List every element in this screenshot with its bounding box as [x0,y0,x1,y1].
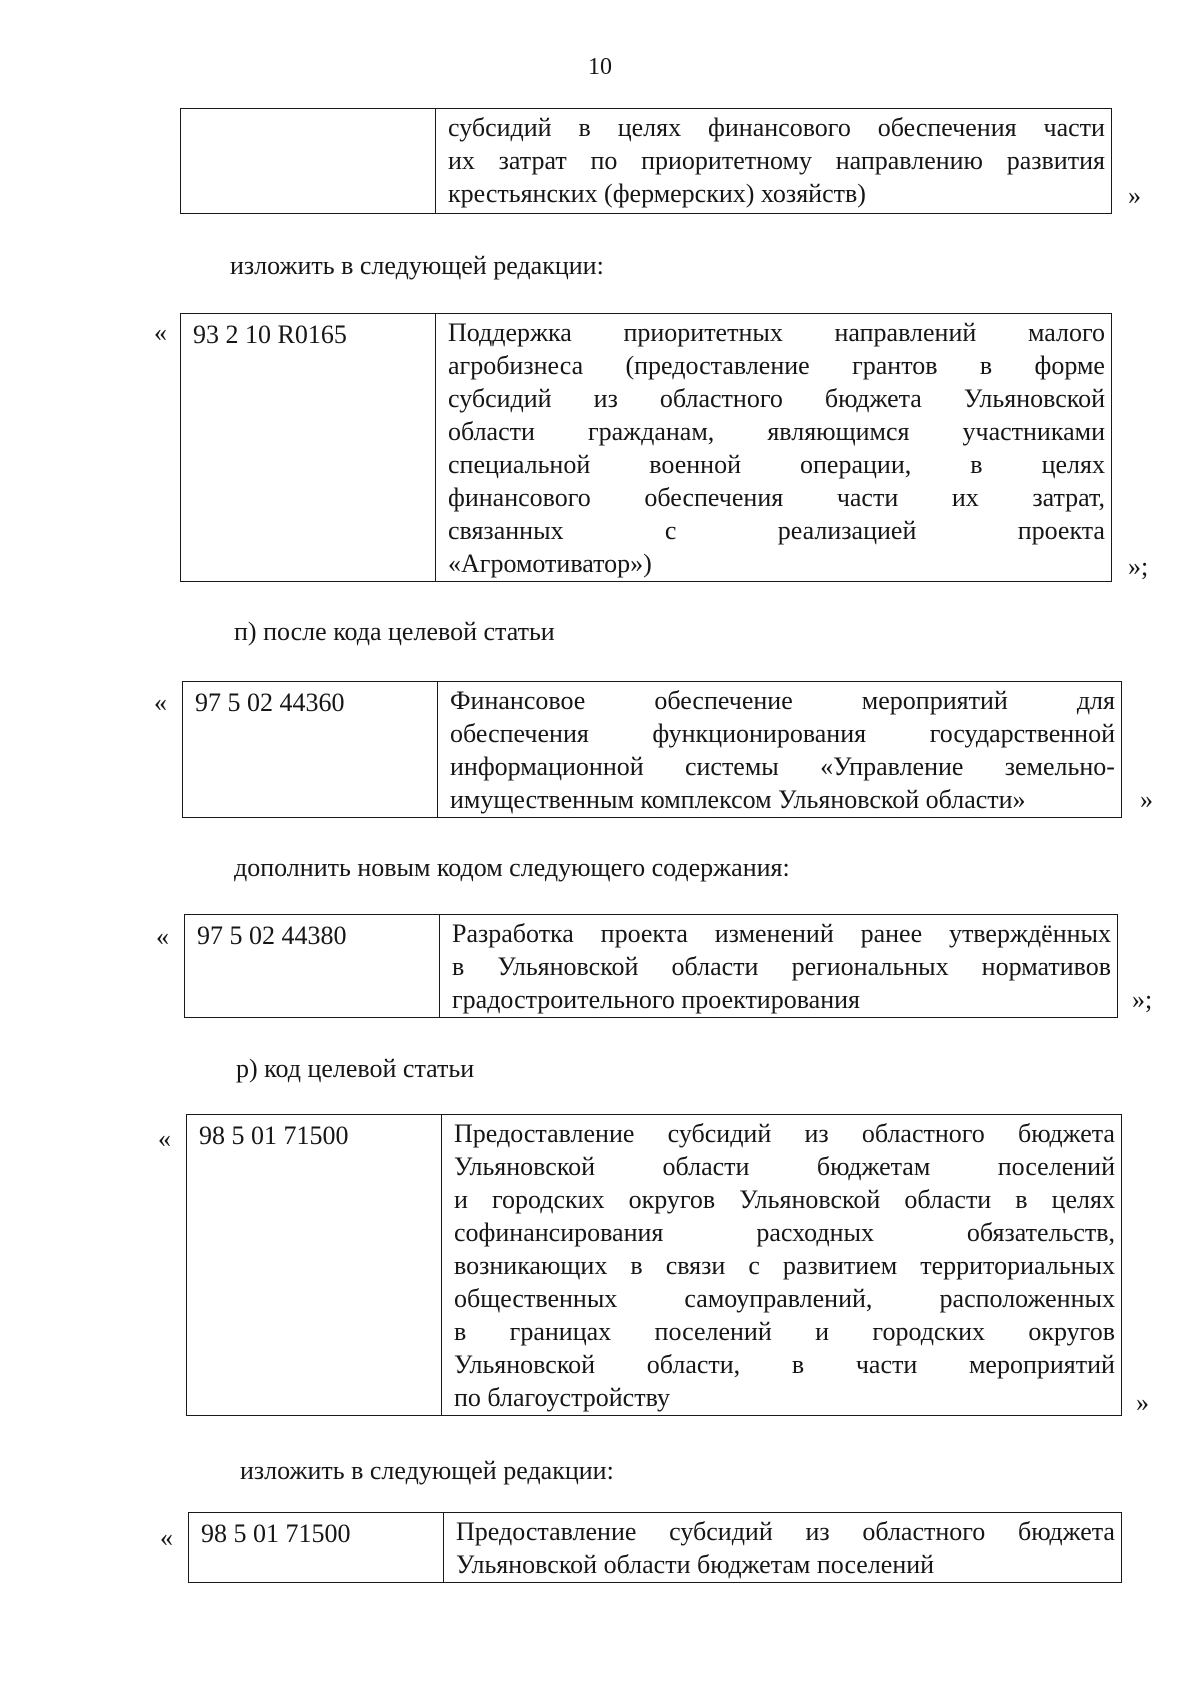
description-line: градостроительного проектирования [452,985,860,1014]
budget-code-table [180,313,1112,582]
description-cell [436,109,1112,214]
description-line: и городских округов Ульяновской области в целях [454,1185,1115,1214]
description-cell [438,682,1122,818]
description-line: возникающих в связи с развитием территориальных [454,1251,1115,1280]
budget-code-table [188,1512,1122,1583]
closing-quote: » [1140,785,1153,814]
description-line: Ульяновской области бюджетам поселений [454,1152,1115,1181]
description-cell [436,314,1112,582]
opening-quote: « [154,318,167,347]
opening-quote: « [154,688,167,717]
description-line: Ульяновской области, в части мероприятий [454,1350,1115,1379]
instruction-text: изложить в следующей редакции: [230,251,604,280]
description-cell [440,915,1118,1018]
closing-quote: »; [1132,985,1153,1014]
closing-quote: »; [1128,552,1149,581]
opening-quote: « [160,1523,173,1552]
code-cell: 97 5 02 44360 [183,682,438,818]
description-line: Поддержка приоритетных направлений малого [448,318,1105,347]
closing-quote: » [1128,181,1141,210]
opening-quote: « [158,1124,171,1153]
description-line: крестьянских (фермерских) хозяйств) [448,179,866,208]
description-line: Предоставление субсидий из областного бюджета [454,1119,1115,1148]
description-line: информационной системы «Управление земельно- [450,752,1115,781]
budget-code-table [180,108,1112,214]
budget-code-table [186,1114,1122,1416]
instruction-text: изложить в следующей редакции: [240,1456,614,1485]
description-line: в Ульяновской области региональных нормативов [452,952,1111,981]
code-cell: 98 5 01 71500 [189,1513,444,1583]
description-line: субсидий в целях финансового обеспечения части [448,113,1105,142]
closing-quote: » [1136,1388,1149,1417]
description-line: субсидий из областного бюджета Ульяновской [448,384,1105,413]
code-cell: 93 2 10 R0165 [181,314,436,582]
budget-code-table [182,681,1122,818]
description-line: финансового обеспечения части их затрат, [448,483,1105,512]
code-cell [181,109,436,214]
description-line: агробизнеса (предоставление грантов в форме [448,351,1105,380]
description-line: в границах поселений и городских округов [454,1317,1115,1346]
description-line: специальной военной операции, в целях [448,450,1105,479]
description-line: имущественным комплексом Ульяновской области» [450,785,1026,814]
opening-quote: « [156,922,169,951]
description-cell [442,1115,1122,1416]
description-line: Ульяновской области бюджетам поселений [456,1550,935,1579]
description-line: софинансирования расходных обязательств, [454,1218,1115,1247]
budget-code-table [184,914,1118,1018]
description-line: области гражданам, являющимся участниками [448,417,1105,446]
description-line: Предоставление субсидий из областного бюджета [456,1517,1115,1546]
code-cell: 98 5 01 71500 [187,1115,442,1416]
instruction-text: п) после кода целевой статьи [234,617,555,646]
description-line: их затрат по приоритетному направлению развития [448,146,1105,175]
description-line: Финансовое обеспечение мероприятий для [450,686,1115,715]
description-line: общественных самоуправлений, расположенных [454,1284,1115,1313]
instruction-text: дополнить новым кодом следующего содержания: [234,853,790,882]
description-line: по благоустройству [454,1383,670,1412]
page-number: 10 [588,54,612,80]
description-line: связанных с реализацией проекта [448,516,1105,545]
description-line: Разработка проекта изменений ранее утверждённых [452,919,1111,948]
instruction-text: р) код целевой статьи [236,1054,475,1083]
description-line: обеспечения функционирования государственной [450,719,1115,748]
description-line: «Агромотиватор») [448,549,652,578]
code-cell: 97 5 02 44380 [185,915,440,1018]
description-cell [444,1513,1122,1583]
